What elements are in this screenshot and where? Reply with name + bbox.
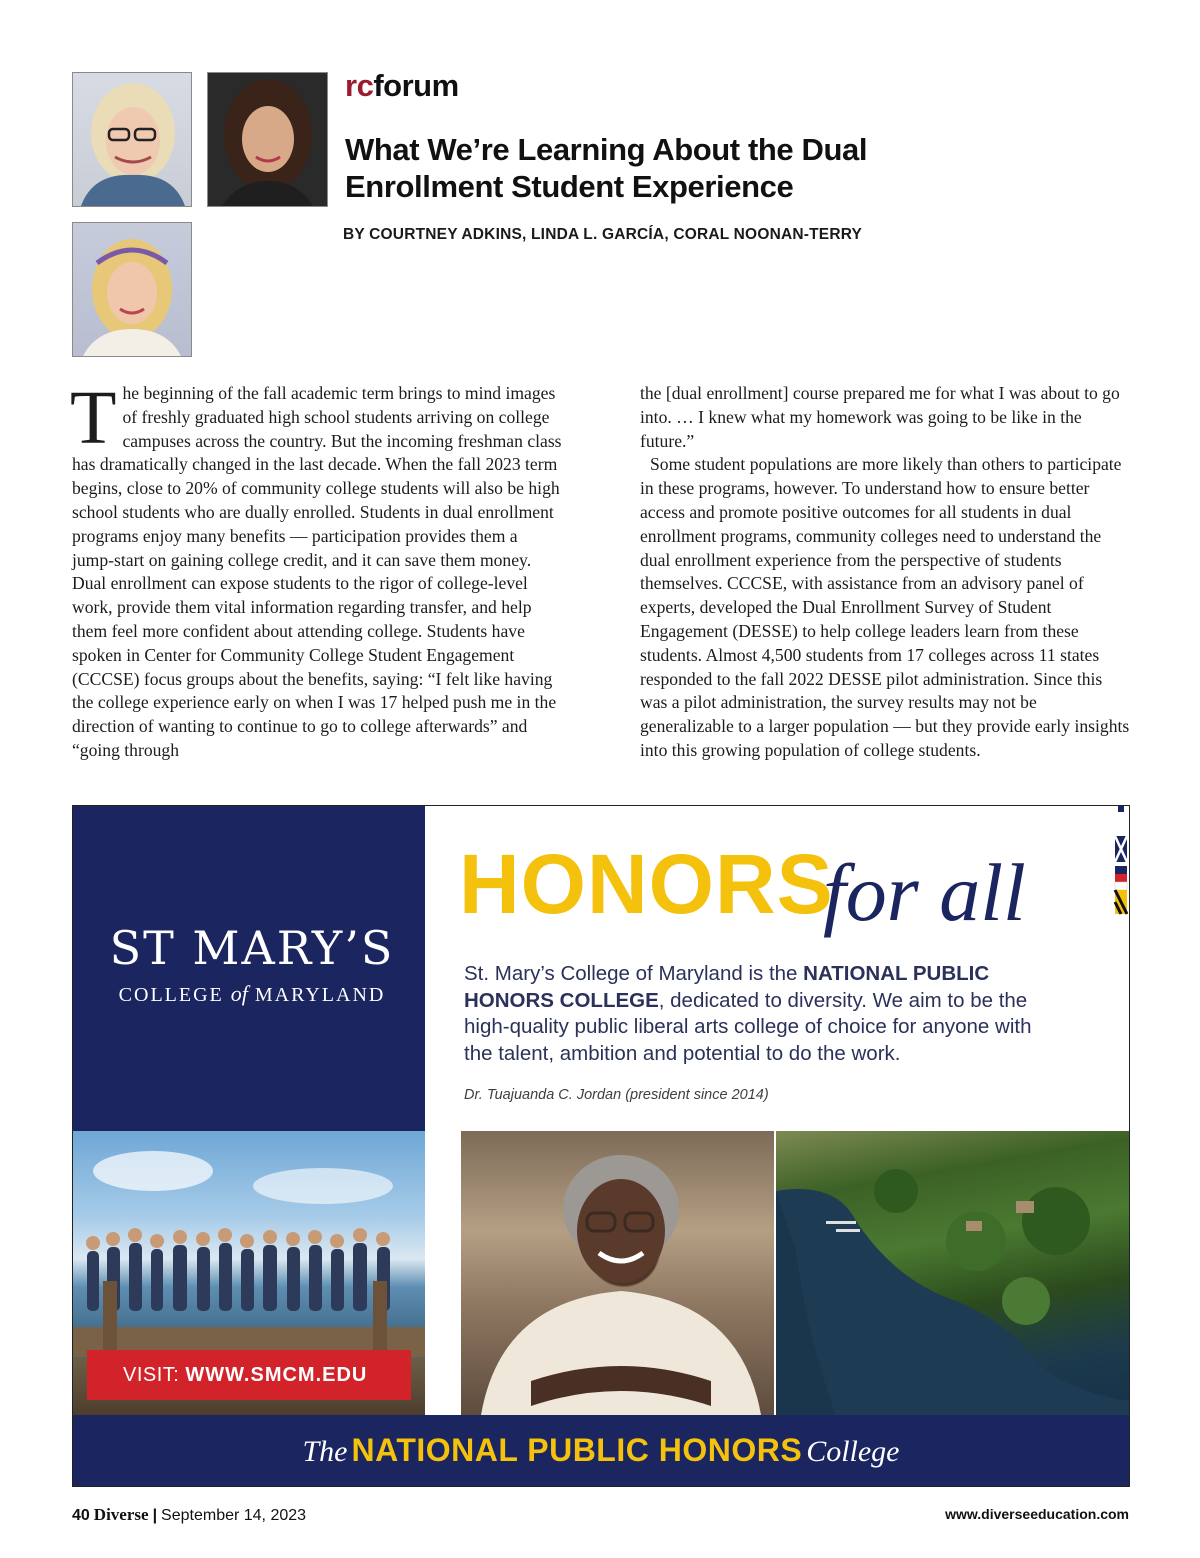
column-2-paragraph-2: Some student populations are more likely than others to participate in these programs, however. To understand how to ensure better access and promote positive outcomes for all students in dual enrollment programs, community colleges need to understand the dual enrollment experience from the perspective of students themselves. CCCSE, with assistance from an advisory panel of experts, developed the Dual Enrollment Survey of Student Engagement (DESSE) to help college leaders learn from these students. Almost 4,500 students from 17 colleges across 11 states responded to the fall 2022 DESSE pilot administration. Since this was a pilot administration, the survey results may not be generalizable to a larger population — but they provide early insights into this growing population of college students.: [640, 454, 1130, 760]
photo-college-president: [461, 1131, 774, 1415]
logo-wordmark: ST MARY’S: [109, 921, 395, 975]
advertisement-st-marys: [72, 805, 1130, 1487]
dropcap: T: [70, 376, 117, 460]
honors-heading: HONORS: [459, 837, 834, 931]
article-column-2: [640, 382, 1130, 763]
author-photo-linda-garcia: [207, 72, 328, 207]
column-1-text: he beginning of the fall academic term brings to mind images of freshly graduated high school students arriving on college campuses across the country. But the incoming freshman class has dramatically changed in the last decade. When the fall 2023 term begins, close to 20% of community college students will also be high school students who are dually enrolled. Students in dual enrollment programs enjoy many benefits — participation provides them a jump-start on gaining college credit, and it can save them money. Dual enrollment can expose students to the rigor of college-level work, provide them vital information regarding transfer, and help them feel more confident about attending college. Students have spoken in Center for Community College Student Engagement (CCCSE) focus groups about the benefits, saying: “I felt like having the college experience early on when I was 17 helped push me in the direction of wanting to continue to go to college afterwards” and “going through: [72, 383, 562, 760]
folio-separator: |: [152, 1507, 158, 1524]
ad-quote-attribution: Dr. Tuajuanda C. Jordan (president since 2014): [464, 1087, 769, 1103]
footer-the: The: [302, 1435, 348, 1468]
headline-line-1: What We’re Learning About the Dual: [345, 132, 868, 167]
visit-website-link[interactable]: VISIT: WWW.SMCM.EDU: [87, 1350, 411, 1400]
photo-campus-aerial: [776, 1131, 1129, 1415]
photo-students-on-dock: [73, 1131, 425, 1415]
issue-date: September 14, 2023: [161, 1507, 307, 1524]
author-photo-coral-noonan-terry: [72, 222, 192, 357]
article-column-1: [70, 376, 562, 763]
section-tag: [345, 68, 459, 104]
author-photo-courtney-adkins: [72, 72, 192, 207]
page-number: 40: [72, 1507, 90, 1524]
page-folio: [72, 1505, 306, 1525]
ad-logo-panel: [73, 806, 425, 1131]
logo-subline: COLLEGE of MARYLAND: [118, 981, 386, 1006]
byline: BY COURTNEY ADKINS, LINDA L. GARCÍA, CORAL NOONAN-TERRY: [343, 226, 863, 243]
ad-footer-banner: [73, 1415, 1129, 1486]
section-prefix: rc: [345, 68, 374, 103]
column-2-paragraph-1: the [dual enrollment] course prepared me for what I was about to go into. … I knew what my homework was going to be like in the future.”: [640, 383, 1120, 451]
footer-tagline: NATIONAL PUBLIC HONORS: [351, 1432, 803, 1468]
maryland-flag-icon: [1101, 806, 1128, 916]
for-all-script: for all: [823, 847, 1026, 938]
st-marys-logo: [107, 921, 397, 1007]
website-url[interactable]: www.diverseeducation.com: [945, 1506, 1129, 1522]
section-name: forum: [373, 68, 459, 103]
headline-line-2: Enrollment Student Experience: [345, 169, 794, 204]
magazine-name: Diverse: [93, 1505, 149, 1524]
ad-body-text: St. Mary’s College of Maryland is the NATIONAL PUBLIC HONORS COLLEGE, dedicated to diversity. We aim to be the high-quality public liberal arts college of choice for anyone with the talent, ambition and potential to do the work.: [464, 962, 1032, 1065]
footer-college: College: [806, 1435, 900, 1468]
article-headline: [345, 131, 965, 205]
